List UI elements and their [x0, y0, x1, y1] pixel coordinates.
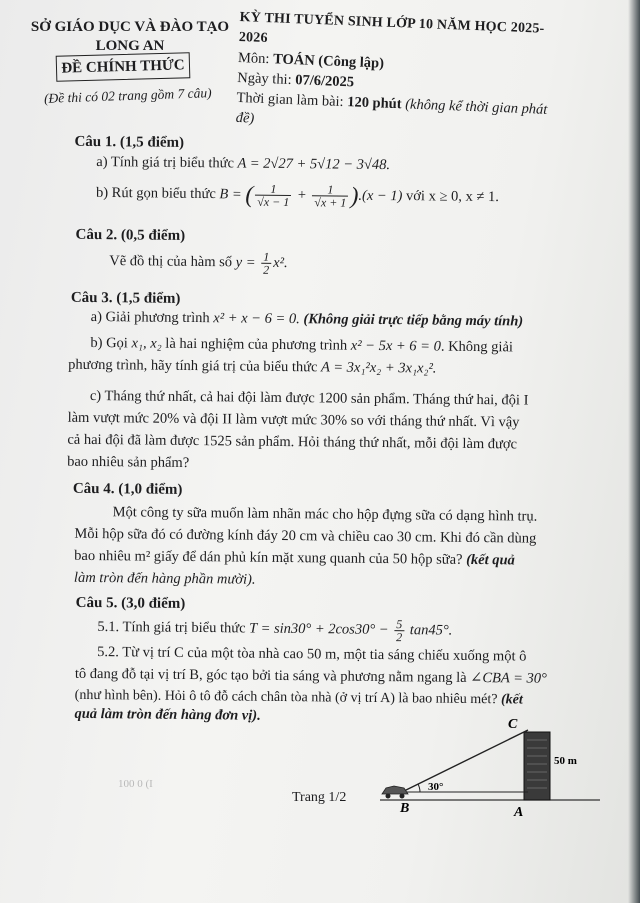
q4-title: Câu 4. (1,0 điểm) — [72, 480, 183, 498]
q1-b-text: b) Rút gọn biểu thức — [95, 184, 216, 203]
q5-2-line3-note: (kết — [500, 692, 523, 708]
subject-prefix: Môn: — [237, 49, 274, 68]
exam-title: KỲ THI TUYỂN SINH LỚP 10 NĂM HỌC 2025-2026 — [238, 9, 545, 47]
q4-line3-text: bao nhiêu m² giấy để dán phủ kín mặt xung quanh của 50 hộp sữa? — [74, 547, 463, 568]
q5-1-text: 5.1. Tính giá trị biểu thức — [97, 618, 246, 637]
q5-1-fraction: $\frac{5}{2}$ — [396, 617, 403, 645]
page-number: Trang 1/2 — [292, 790, 347, 805]
q3-c-line4: bao nhiêu sản phẩm? — [67, 453, 190, 472]
q3-c-line1: c) Tháng thứ nhất, cả hai đội làm được 1200 sản phẩm. Tháng thứ hai, đội I — [89, 387, 529, 409]
province-name: LONG AN — [95, 38, 165, 54]
q3-b-middle: là hai nghiệm của phương trình — [165, 335, 348, 354]
q1-part-b — [96, 181, 499, 210]
car-icon — [382, 786, 408, 799]
q3-a-note: (Không giải trực tiếp bằng máy tính) — [303, 311, 524, 330]
q3-b-expression: A = 3x₁²x₂ + 3x₁x₂². — [321, 359, 437, 377]
pages-note: (Đề thi có 02 trang gồm 7 câu) — [43, 85, 212, 106]
q3-b-line2-text: phương trình, hãy tính giá trị của biểu thức — [68, 356, 318, 376]
q4-line1: Một công ty sữa muốn làm nhãn mác cho hộp đựng sữa có dạng hình trụ. — [112, 504, 538, 525]
building-figure — [380, 712, 600, 822]
q1-b-condition: với x ≥ 0, x ≠ 1. — [405, 188, 500, 206]
faint-mark: 100 0 (I — [118, 778, 153, 790]
subject: TOÁN (Công lập) — [272, 51, 385, 72]
height-label: 50 m — [554, 755, 577, 767]
q1-part-a — [96, 151, 390, 176]
q3-a-equation: x² + x − 6 = 0. — [213, 310, 300, 328]
exam-date: 07/6/2025 — [294, 72, 355, 91]
q3-part-b-line2 — [68, 354, 437, 380]
q5-2-line3-text: (như hình bên). Hỏi ô tô đỗ cách chân tòa nhà (ở vị trí A) là bao nhiêu mét? — [74, 687, 498, 708]
time-note: (không kể thời gian phát đề) — [235, 96, 548, 127]
q3-b-suffix: . Không giải — [440, 338, 514, 356]
q4-line2: Mỗi hộp sữa đó có đường kính đáy 20 cm và chiều cao 30 cm. Khi đó cần dùng — [74, 525, 537, 547]
angle-label: 30° — [428, 781, 444, 793]
angle-arc-icon — [418, 784, 420, 792]
q5-title: Câu 5. (3,0 điểm) — [75, 594, 186, 612]
q3-b-equation: x² − 5x + 6 = 0 — [350, 337, 441, 355]
q5-2-line4: quả làm tròn đến hàng đơn vị). — [74, 705, 261, 724]
date-prefix: Ngày thi: — [237, 69, 296, 89]
q3-part-a — [91, 306, 524, 333]
q5-1-expression-start: T = sin30° + 2cos30° − — [249, 620, 389, 638]
q2-body — [109, 249, 288, 276]
q3-b-variables: x₁, x₂ — [131, 335, 162, 352]
q5-2-line2-text: tô đang đỗ tại vị trí B, góc tạo bởi tia sáng và phương nằm ngang là — [74, 665, 467, 686]
q3-c-line2: làm vượt mức 20% và đội II làm vượt mức 30% so với tháng thứ nhất. Vì vậy — [67, 409, 520, 431]
q5-1-expression-end: tan45°. — [409, 622, 453, 639]
q4-line3-note: (kết quả — [466, 551, 515, 569]
q1-title: Câu 1. (1,5 điểm) — [74, 133, 185, 151]
building-icon — [524, 732, 550, 800]
q3-c-line3: cả hai đội đã làm được 1525 sản phẩm. Hỏi tháng thứ nhất, mỗi đội làm được — [67, 431, 518, 453]
q2-title: Câu 2. (0,5 điểm) — [75, 226, 186, 244]
q1-b-expression: B = ( $\frac{1}{√x - 1}$ + $\frac{1}{√x + 1}$ ).(x − 1) — [219, 181, 407, 210]
q1-a-expression: A = 2√27 + 5√12 − 3√48. — [237, 155, 391, 174]
label-c: C — [508, 717, 518, 732]
q2-text: Vẽ đồ thị của hàm số — [109, 252, 233, 271]
department-name: SỞ GIÁO DỤC VÀ ĐÀO TẠO — [30, 19, 230, 35]
q5-part1 — [97, 615, 452, 644]
q3-b-prefix: b) Gọi — [90, 334, 128, 352]
official-exam-label: ĐỀ CHÍNH THỨC — [56, 52, 191, 81]
q3-a-text: a) Giải phương trình — [90, 308, 210, 327]
time-prefix: Thời gian làm bài: — [236, 89, 348, 111]
q5-2-angle-expression: ∠CBA = 30° — [470, 669, 547, 687]
paper-shadow-edge — [628, 0, 640, 903]
q4-line4: làm tròn đến hàng phần mười). — [73, 569, 256, 588]
exam-time: 120 phút — [346, 94, 402, 113]
label-a: A — [514, 805, 524, 820]
q3-title: Câu 3. (1,5 điểm) — [70, 289, 181, 307]
q1-a-text: a) Tính giá trị biểu thức — [96, 154, 235, 172]
light-ray-line — [402, 730, 528, 792]
q2-function: y = $\frac{1}{2}$ x². — [235, 249, 288, 277]
q5-2-line1: 5.2. Từ vị trí C của một tòa nhà cao 50 m, một tia sáng chiếu xuống một ô — [97, 644, 527, 665]
label-b: B — [400, 801, 410, 816]
